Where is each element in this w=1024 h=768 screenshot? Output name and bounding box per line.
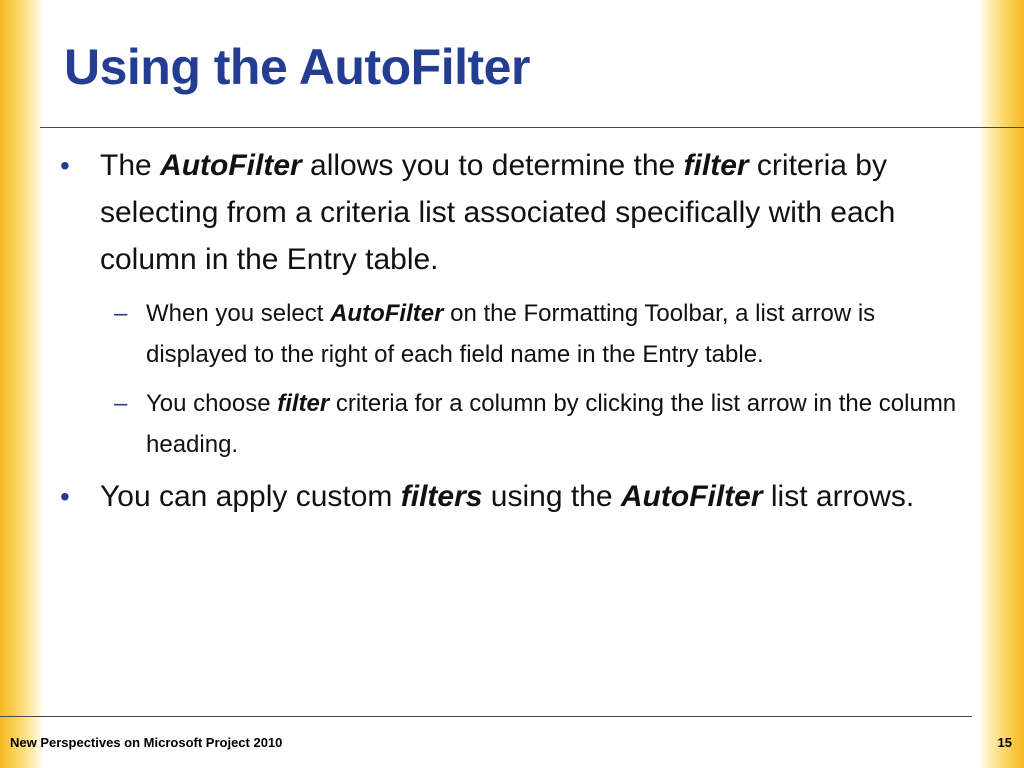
slide-body	[60, 142, 965, 530]
left-decorative-bar	[0, 0, 44, 768]
title-divider	[40, 127, 1024, 128]
text-run: using the	[482, 480, 621, 513]
keyword: filter	[277, 390, 330, 417]
footer-text: New Perspectives on Microsoft Project 2010	[10, 735, 283, 750]
bullet-item	[60, 473, 965, 520]
slide-title: Using the AutoFilter	[64, 39, 530, 95]
bullet-text	[100, 480, 914, 513]
text-run: criteria by selecting from a criteria list associated specifically with each column in the Entry table.	[100, 149, 896, 276]
keyword: AutoFilter	[160, 149, 302, 182]
sub-bullet-item	[114, 293, 965, 375]
sub-bullet-text	[146, 390, 956, 458]
keyword: filters	[400, 480, 483, 513]
keyword: AutoFilter	[330, 300, 444, 327]
text-run: When you select	[146, 300, 331, 327]
dash-bullet-icon: –	[114, 390, 128, 417]
dash-bullet-icon: –	[114, 300, 128, 327]
page-number: 15	[997, 735, 1012, 750]
right-decorative-bar	[978, 0, 1024, 768]
keyword: filter	[683, 149, 749, 182]
bullet-text	[100, 149, 895, 276]
footer-divider	[0, 716, 972, 717]
bullet-item	[60, 142, 965, 283]
text-run: allows you to determine the	[301, 149, 684, 182]
sub-bullet-item	[114, 383, 965, 465]
text-run: on the Formatting Toolbar, a list arrow is displayed to the right of each field name in the Entry table.	[146, 300, 876, 368]
text-run: criteria for a column by clicking the list arrow in the column heading.	[146, 390, 957, 458]
text-run: You choose	[146, 390, 278, 417]
bullet-dot-icon: •	[60, 481, 70, 512]
sub-bullet-text	[146, 300, 875, 368]
text-run: list arrows.	[762, 480, 915, 513]
text-run: The	[100, 149, 161, 182]
keyword: AutoFilter	[620, 480, 763, 513]
bullet-dot-icon: •	[60, 150, 70, 181]
text-run: You can apply custom	[100, 480, 401, 513]
